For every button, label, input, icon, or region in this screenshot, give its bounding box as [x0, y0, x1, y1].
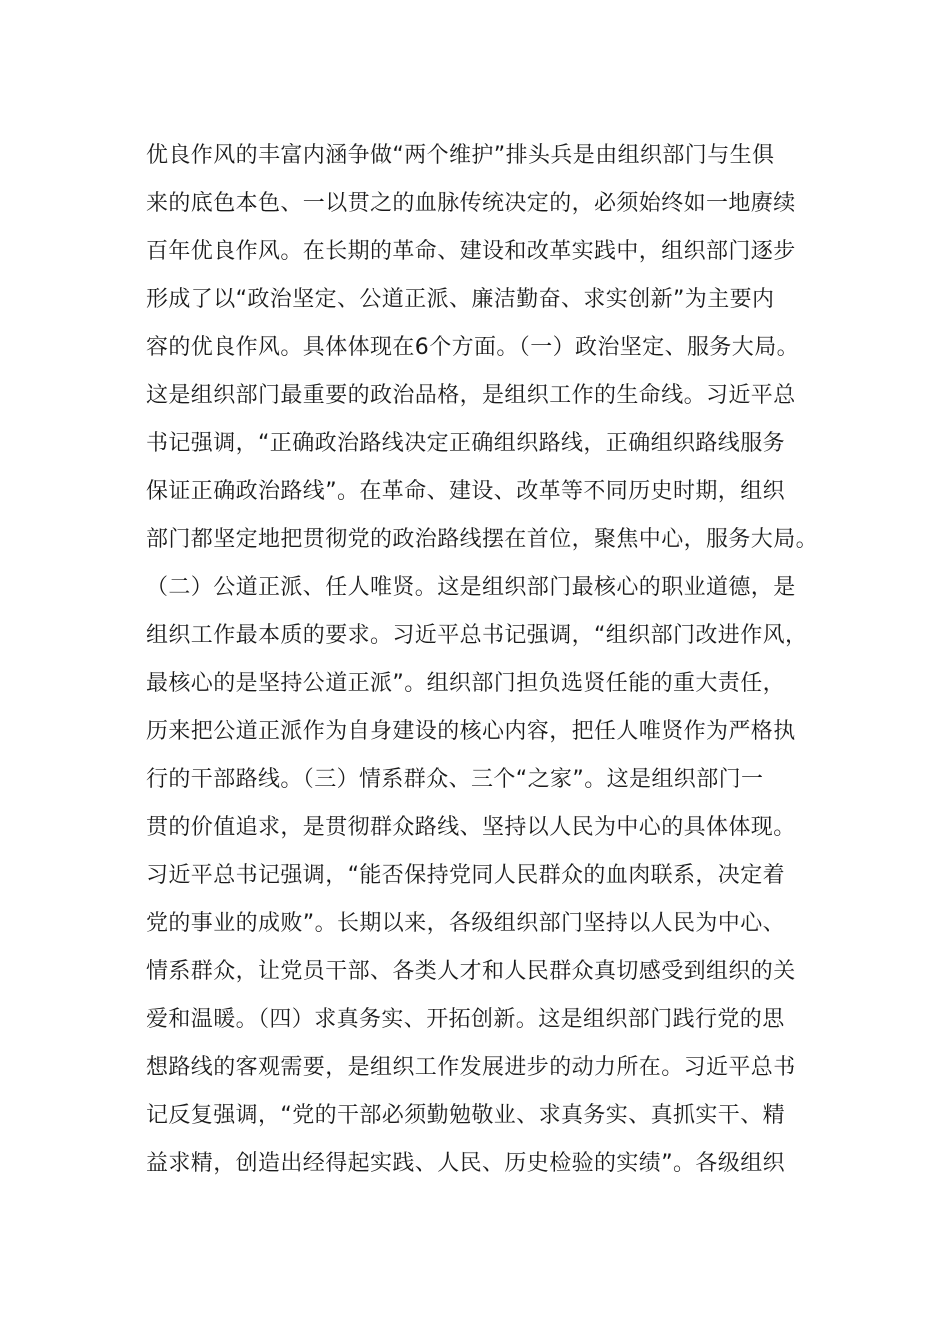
text-line: 历来把公道正派作为自身建设的核心内容，把任人唯贤作为严格执	[146, 719, 796, 744]
text-line: 这是组织部门最重要的政治品格，是组织工作的生命线。习近平总	[146, 383, 796, 408]
text-line: 书记强调，“正确政治路线决定正确组织路线，正确组织路线服务	[146, 431, 785, 456]
text-line: 部门都坚定地把贯彻党的政治路线摆在首位，聚焦中心，服务大局。	[146, 527, 819, 552]
text-line: 优良作风的丰富内涵争做“两个维护”排头兵是由组织部门与生俱	[146, 143, 775, 168]
text-line: 保证正确政治路线”。在革命、建设、改革等不同历史时期，组织	[146, 479, 785, 504]
text-line: 记反复强调，“党的干部必须勤勉敬业、求真务实、真抓实干、精	[146, 1103, 785, 1128]
text-line: 最核心的是坚持公道正派”。组织部门担负选贤任能的重大责任，	[146, 671, 785, 696]
text-line: 贯的价值追求，是贯彻群众路线、坚持以人民为中心的具体体现。	[146, 815, 796, 840]
text-line: 益求精，创造出经得起实践、人民、历史检验的实绩”。各级组织	[146, 1151, 785, 1176]
text-line: 行的干部路线。（三）情系群众、三个“之家”。这是组织部门一	[146, 767, 764, 792]
text-line: （二）公道正派、任人唯贤。这是组织部门最核心的职业道德，是	[146, 575, 796, 600]
text-line: 党的事业的成败”。长期以来，各级组织部门坚持以人民为中心、	[146, 911, 785, 936]
text-line: 习近平总书记强调，“能否保持党同人民群众的血肉联系，决定着	[146, 863, 785, 888]
text-line: 组织工作最本质的要求。习近平总书记强调，“组织部门改进作风，	[146, 623, 808, 648]
body-text	[146, 132, 819, 1188]
text-line: 形成了以“政治坚定、公道正派、廉洁勤奋、求实创新”为主要内	[146, 287, 775, 312]
text-line: 容的优良作风。具体体现在6个方面。（一）政治坚定、服务大局。	[146, 335, 799, 360]
text-line: 想路线的客观需要，是组织工作发展进步的动力所在。习近平总书	[146, 1055, 796, 1080]
text-line: 百年优良作风。在长期的革命、建设和改革实践中，组织部门逐步	[146, 239, 796, 264]
text-line: 来的底色本色、一以贯之的血脉传统决定的，必须始终如一地赓续	[146, 191, 796, 216]
text-line: 情系群众，让党员干部、各类人才和人民群众真切感受到组织的关	[146, 959, 796, 984]
text-line: 爱和温暖。（四）求真务实、开拓创新。这是组织部门践行党的思	[146, 1007, 785, 1032]
